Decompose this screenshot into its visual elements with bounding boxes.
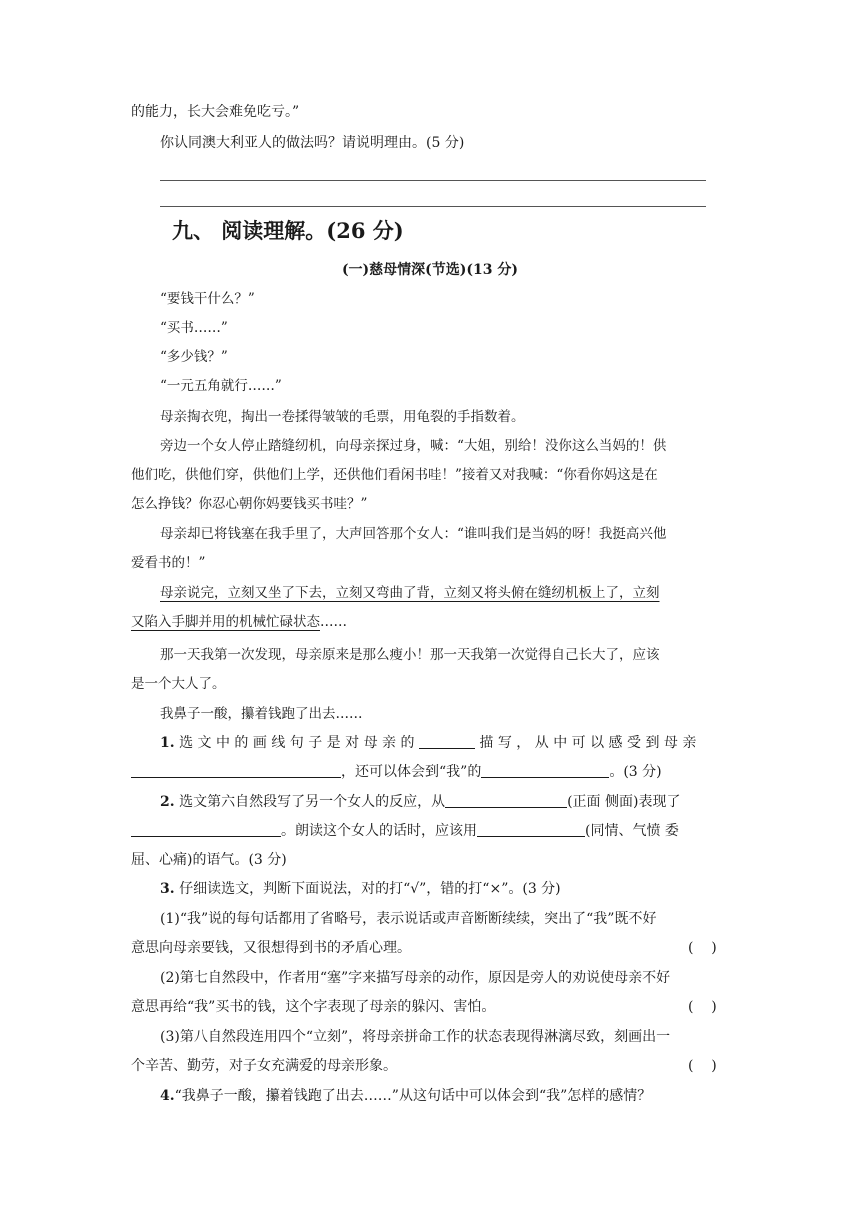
passage-line: 那一天我第一次发现，母亲原来是那么瘦小！那一天我第一次觉得自己长大了，应该 [160,647,660,663]
passage-line: 母亲却已将钱塞在我手里了，大声回答那个女人：“谁叫我们是当妈的呀！我挺高兴他 [160,526,667,542]
answer-bracket-1[interactable]: ( ) [688,940,717,956]
section-heading: 九、 阅读理解。(26 分) [172,218,404,243]
underlined-text: 又陷入手脚并用的机械忙碌状态 [131,614,320,630]
question-2-end: 屈、心痛)的语气。(3 分) [131,852,287,868]
passage-line: 怎么挣钱？你忍心朝你妈要钱买书哇？” [131,496,368,512]
passage-title: (一)慈母情深(节选)(13 分) [341,262,519,278]
passage-line: 我鼻子一酸，攥着钱跑了出去…… [160,706,363,722]
question-text: 描 写 ， 从 中 可 以 感 受 到 母 亲 [474,735,697,751]
ellipsis-text: …… [320,614,347,630]
question-text: 选 文 中 的 画 线 句 子 是 对 母 亲 的 [174,735,419,751]
question-text: ，还可以体会到“我”的 [341,764,482,780]
question-number: 4. [160,1088,175,1104]
passage-line: 是一个大人了。 [131,676,226,692]
statement-3: (3)第八自然段连用四个“立刻”，将母亲拼命工作的状态表现得淋漓尽致，刻画出一 [160,1029,671,1045]
carryover-line: 的能力，长大会难免吃亏。” [131,104,300,120]
passage-line: 母亲掏衣兜，掏出一卷揉得皱皱的毛票，用龟裂的手指数着。 [160,409,525,425]
passage-line: “一元五角就行……” [160,378,282,394]
passage-line: “买书……” [160,320,228,336]
passage-line: “要钱干什么？” [160,291,255,307]
fill-blank[interactable] [131,763,341,778]
answer-line-1 [160,180,706,181]
question-1 [160,733,696,753]
fill-blank[interactable] [419,734,475,749]
passage-line: 他们吃，供他们穿，供他们上学，还供他们看闲书哇！”接着又对我喊：“你看你妈这是在 [131,467,658,483]
question-number: 2. [160,794,175,810]
underlined-sentence: 母亲说完，立刻又坐了下去，立刻又弯曲了背，立刻又将头俯在缝纫机板上了，立刻 [160,585,660,601]
question-text: (同情、气愤 委 [585,823,679,839]
statement-2: (2)第七自然段中，作者用“塞”字来描写母亲的动作，原因是旁人的劝说使母亲不好 [160,970,671,986]
answer-bracket-3[interactable]: ( ) [688,1058,717,1074]
question-4 [160,1086,651,1106]
fill-blank[interactable] [445,793,567,808]
question-text: 。(3 分) [609,764,662,780]
statement-3-cont: 个辛苦、勤劳，对子女充满爱的母亲形象。 [131,1058,397,1074]
question-text: 。朗读这个女人的话时，应该用 [281,823,477,839]
statement-1: (1)“我”说的每句话都用了省略号，表示说话或声音断断续续，突出了“我”既不好 [160,911,657,927]
question-number: 1. [160,735,175,751]
answer-bracket-2[interactable]: ( ) [688,999,717,1015]
question-text: 选文第六自然段写了另一个女人的反应，从 [174,794,446,810]
statement-1-cont: 意思向母亲要钱，又很想得到书的矛盾心理。 [131,940,411,956]
passage-line: 旁边一个女人停止踏缝纫机，向母亲探过身，喊：“大姐，别给！没你这么当妈的！供 [160,438,667,454]
question-2 [160,792,680,812]
fill-blank[interactable] [131,822,281,837]
passage-line: “多少钱？” [160,349,228,365]
statement-2-cont: 意思再给“我”买书的钱，这个字表现了母亲的躲闪、害怕。 [131,999,496,1015]
question-text: 仔细读选文，判断下面说法，对的打“√”，错的打“×”。(3 分) [174,881,561,897]
underlined-sentence-end [131,612,347,632]
question-number: 3. [160,881,175,897]
answer-line-2 [160,206,706,207]
fill-blank[interactable] [481,763,609,778]
question-text: “我鼻子一酸，攥着钱跑了出去……”从这句话中可以体会到“我”怎样的感情？ [174,1088,652,1104]
question-2-cont [131,821,679,841]
question-australia: 你认同澳大利亚人的做法吗？请说明理由。(5 分) [160,135,465,151]
question-3 [160,879,561,899]
fill-blank[interactable] [477,822,585,837]
question-text: (正面 侧面)表现了 [567,794,681,810]
question-1-cont [131,762,662,782]
passage-line: 爱看书的！” [131,555,206,571]
